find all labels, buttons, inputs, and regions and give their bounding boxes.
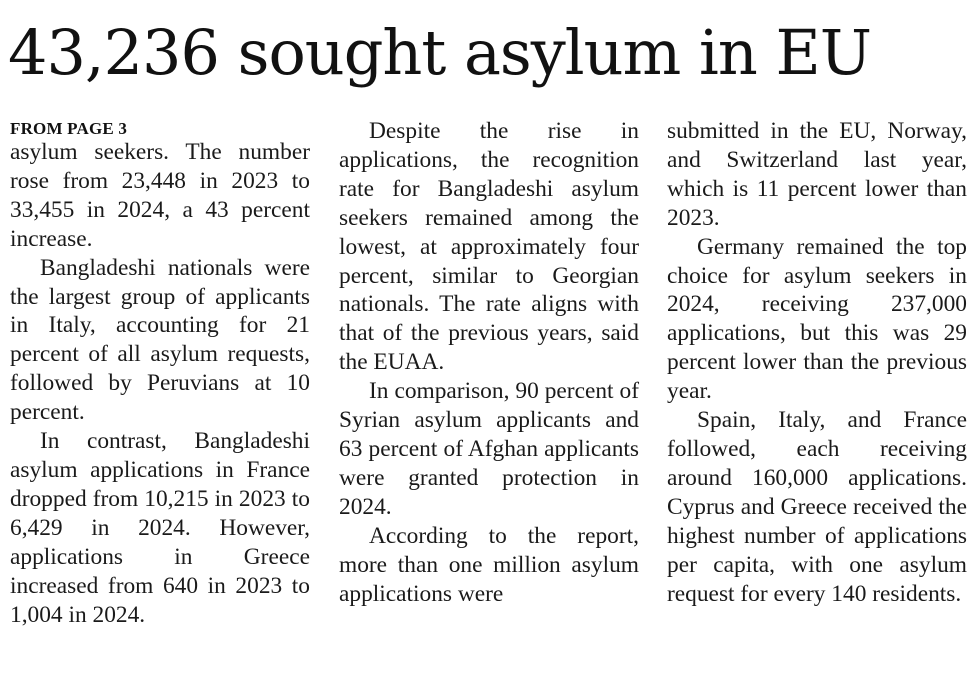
article-column-2 [339,117,639,608]
article-column-3 [667,117,967,608]
paragraph: Spain, Italy, and France followed, each receiving around 160,000 applications. Cyprus and Greece received the highest number of applications per capita, with one asylum request for every 140 residents. [667,407,967,607]
headline: 43,236 sought asylum in EU [8,16,872,89]
paragraph: Despite the rise in applications, the recognition rate for Bangladeshi asylum seekers remained among the lowest, at approximately four percent, similar to Georgian nationals. The rate aligns with that of the previous years, said the EUAA. [339,118,639,376]
jump-line: FROM PAGE 3 [10,119,128,138]
paragraph: According to the report, more than one million asylum applications were [339,522,639,607]
paragraph: asylum seekers. The number rose from 23,448 in 2023 to 33,455 in 2024, a 43 percent increase. [10,139,310,252]
paragraph: submitted in the EU, Norway, and Switzerland last year, which is 11 percent lower than 2023. [667,118,967,231]
paragraph: Germany remained the top choice for asylum seekers in 2024, receiving 237,000 applications, but this was 29 percent lower than the previous year. [667,233,967,405]
paragraph: Bangladeshi nationals were the largest group of applicants in Italy, accounting for 21 percent of all asylum requests, followed by Peruvians at 10 percent. [10,254,310,426]
paragraph: In contrast, Bangladeshi asylum applications in France dropped from 10,215 in 2023 to 6,429 in 2024. However, applications in Greece increased from 640 in 2023 to 1,004 in 2024. [10,428,310,628]
paragraph: In comparison, 90 percent of Syrian asylum applicants and 63 percent of Afghan applicants were granted protection in 2024. [339,378,639,520]
article-column-1 [10,117,310,629]
